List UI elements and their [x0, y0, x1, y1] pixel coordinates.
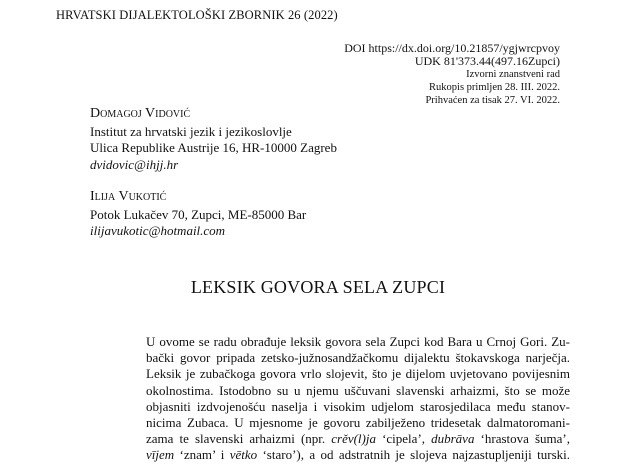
author-email[interactable]: dvidovic@ihjj.hr: [90, 156, 179, 172]
abstract-line: [146, 447, 570, 463]
doi-link[interactable]: DOI https://dx.doi.org/10.21857/ygjwrcpvoy: [344, 41, 560, 55]
abstract-line: objasniti izdvojenošću naselja i visokim udjelom starosjedilaca među stanov-: [146, 398, 570, 414]
abstract-text: zama te slavenski arhaizmi (npr.: [146, 431, 332, 447]
received-date: Rukopis primljen 28. III. 2022.: [429, 82, 560, 93]
author-block-1: [90, 106, 337, 173]
author-name: Domagoj Vidović: [90, 106, 191, 121]
journal-header: HRVATSKI DIJALEKTOLOŠKI ZBORNIK 26 (2022): [56, 8, 338, 22]
author-email[interactable]: ilijavukotic@hotmail.com: [90, 223, 226, 238]
article-metadata: [344, 42, 560, 107]
abstract: [146, 334, 570, 464]
abstract-text: ‘staro’), a od adstratnih je slojeva najzastupljeniji turski.: [257, 447, 570, 463]
example-word: vījem: [146, 447, 175, 463]
abstract-line: Leksik je zubačkoga govora vrlo slojevit, što je dijelom uvjetovano povijesnim: [146, 366, 570, 382]
abstract-line: [146, 431, 570, 447]
udk-code: UDK 81'373.44(497.16Zupci): [414, 54, 560, 68]
accepted-date: Prihvaćen za tisak 27. VI. 2022.: [425, 95, 560, 106]
abstract-line: bački govor pripada zetsko-južnosandžačkomu dijalektu štokavskoga narječja.: [146, 350, 570, 366]
article-title: LEKSIK GOVORA SELA ZUPCI: [190, 277, 446, 297]
abstract-line: nicima Zubaca. U mjesnome je govoru zabilježeno tridesetak dalmatoromani-: [146, 415, 570, 431]
abstract-text: ‘hrastova šuma’,: [474, 431, 570, 447]
author-address: Ulica Republike Austrije 16, HR-10000 Zagreb: [90, 140, 337, 155]
example-word: crěv(l)ja: [331, 431, 376, 447]
article-type: Izvorni znanstveni rad: [466, 69, 560, 80]
author-affiliation: Institut za hrvatski jezik i jezikoslovlje: [90, 123, 292, 139]
abstract-text: ‘cipela’,: [376, 431, 432, 447]
example-word: dubrāva: [431, 431, 475, 447]
abstract-line: U ovome se radu obrađuje leksik govora sela Zupci kod Bara u Crnoj Gori. Zu-: [146, 334, 570, 349]
author-block-2: [90, 189, 306, 240]
author-address: Potok Lukačev 70, Zupci, ME-85000 Bar: [90, 206, 307, 222]
author-name: Ilija Vukotić: [90, 189, 167, 204]
abstract-text: ‘znam’ i: [174, 447, 230, 463]
abstract-line: okolnostima. Istodobno su u njemu uščuvani slavenski arhaizmi, što se može: [146, 382, 570, 398]
example-word: vētko: [229, 447, 258, 463]
